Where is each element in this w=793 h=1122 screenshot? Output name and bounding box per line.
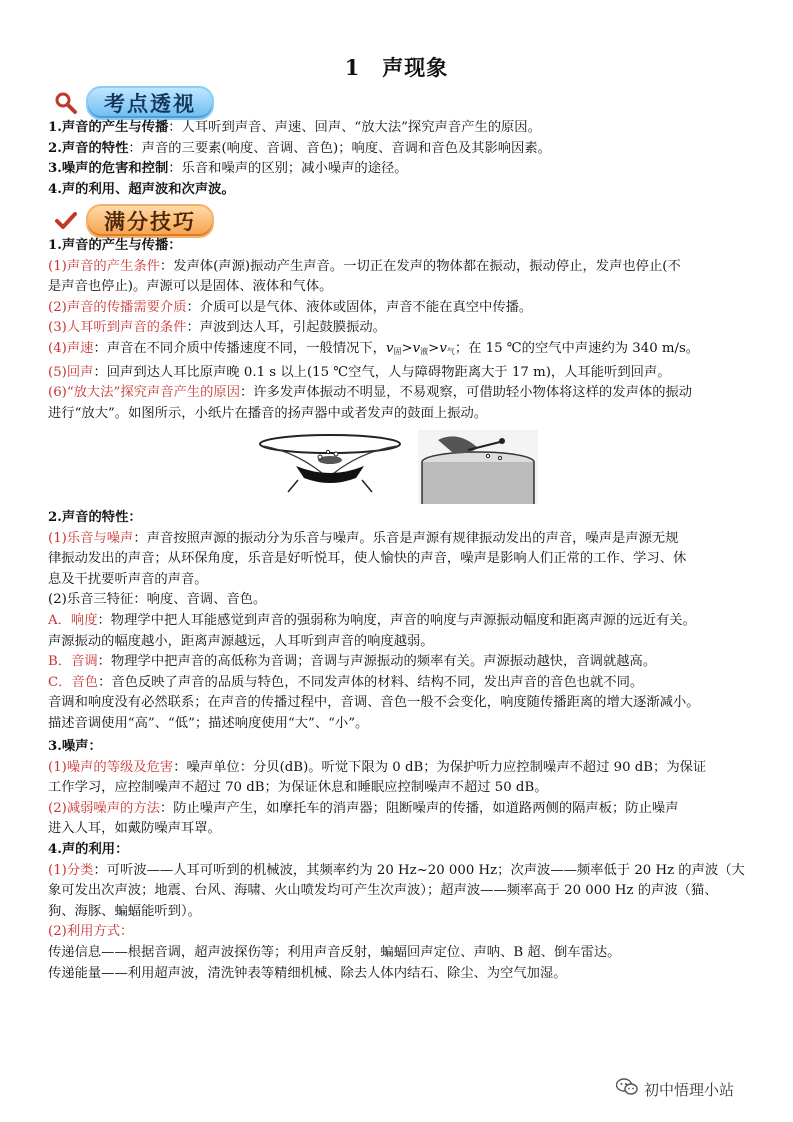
s2-item-c-text: ：音色反映了声音的品质与特色，不同发声体的材料、结构不同，发出声音的音色也就不同。 bbox=[98, 674, 644, 690]
s2-item-a bbox=[48, 611, 752, 632]
s1-item-4 bbox=[48, 339, 752, 363]
page-title: 1 声现象 bbox=[344, 55, 449, 80]
watermark bbox=[616, 1078, 734, 1100]
s1-item-6 bbox=[48, 383, 752, 404]
s1-item-4-label: (4)声速 bbox=[48, 340, 94, 356]
s3-item-2-cont: 进入人耳，如戴防噪声耳罩。 bbox=[48, 821, 221, 837]
s1-item-3-text: ：声波到达人耳，引起鼓膜振动。 bbox=[186, 320, 386, 336]
s3-item-2-text: ：防止噪声产生，如摩托车的消声器；阻断噪声的传播，如道路两侧的隔声板；防止噪声 bbox=[159, 800, 679, 816]
s4-item-1 bbox=[48, 861, 752, 882]
s2-item-1-text: ：声音按照声源的振动分为乐音与噪声。乐音是声源有规律振动发出的声音，噪声是声源无规 bbox=[133, 530, 679, 546]
section-1-heading: 1.声音的产生与传播： bbox=[48, 238, 182, 253]
s2-item-a-text: ：物理学中把人耳能感觉到声音的强弱称为响度，声音的响度与声源振动幅度和距离声源的远近有关。 bbox=[97, 612, 696, 628]
v-symbol-2: v bbox=[412, 340, 421, 356]
section-3-heading: 3.噪声： bbox=[48, 739, 102, 754]
s4-item-1-label: (1)分类 bbox=[48, 862, 94, 878]
checkmark-icon bbox=[52, 207, 80, 235]
section-3 bbox=[48, 737, 752, 840]
manfen-badge-row bbox=[52, 204, 214, 238]
s4-item-1-cont-2: 狗、海豚、蝙蝠能听到）。 bbox=[48, 903, 201, 919]
s1-item-1-cont: 是声音也停止)。声源可以是固体、液体和气体。 bbox=[48, 279, 333, 295]
s4-item-2-label: (2)利用方式： bbox=[48, 924, 134, 940]
s3-item-1-cont: 工作学习，应控制噪声不超过 70 dB；为保证休息和睡眠应控制噪声不超过 50 dB。 bbox=[48, 780, 548, 796]
gt-sign-1: > bbox=[401, 340, 413, 356]
wechat-icon bbox=[616, 1078, 638, 1100]
kaodian-text-1: ：人耳听到声音、声速、回声、“放大法”探究声音产生的原因。 bbox=[168, 120, 541, 135]
s2-item-1 bbox=[48, 529, 752, 550]
sub-gas: 气 bbox=[446, 346, 455, 356]
s2-item-b-label: B．音调 bbox=[48, 654, 98, 670]
drum-illustration bbox=[418, 430, 538, 504]
section-2-heading: 2.声音的特性： bbox=[48, 510, 142, 525]
sub-liquid: 液 bbox=[420, 346, 429, 356]
s2-item-b-text: ：物理学中把声音的高低称为音调；音调与声源振动的频率有关。声源振动越快，音调就越高。 bbox=[97, 654, 657, 670]
gt-sign-2: > bbox=[428, 340, 440, 356]
kaodian-head-2: 2.声音的特性 bbox=[48, 140, 129, 156]
section-4-heading: 4.声的利用： bbox=[48, 842, 129, 857]
s2-item-1-cont-2: 息及干扰要听声音的声音。 bbox=[48, 571, 208, 587]
kaodian-section bbox=[48, 118, 752, 200]
s1-item-6-cont: 进行“放大”。如图所示，小纸片在播音的扬声器中或者发声的鼓面上振动。 bbox=[48, 405, 488, 421]
s1-item-2-text: ：介质可以是气体、液体或固体，声音不能在真空中传播。 bbox=[186, 299, 533, 315]
s1-item-5-text: ：回声到达人耳比原声晚 0.1 s 以上(15 ℃空气，人与障碍物距离大于 17 m)，人耳能听到回声。 bbox=[93, 364, 671, 380]
s1-item-5-label: (5)回声 bbox=[48, 364, 94, 380]
sub-solid: 固 bbox=[393, 346, 402, 356]
kaodian-text-3: ：乐音和噪声的区别；减小噪声的途径。 bbox=[168, 161, 408, 177]
s1-item-3 bbox=[48, 318, 752, 339]
s3-item-2 bbox=[48, 799, 752, 820]
v-symbol-3: v bbox=[439, 340, 447, 356]
s1-item-2-label: (2)声音的传播需要介质 bbox=[48, 299, 187, 315]
s1-item-5 bbox=[48, 363, 752, 384]
s1-item-1-text: ：发声体(声源)振动产生声音。一切正在发声的物体都在振动，振动停止，发声也停止(不 bbox=[159, 258, 681, 274]
s3-item-2-label: (2)减弱噪声的方法 bbox=[48, 800, 160, 816]
section-2 bbox=[48, 508, 752, 735]
section-1 bbox=[48, 236, 752, 424]
kaodian-line-4: 4.声的利用、超声波和次声波。 bbox=[48, 181, 235, 197]
magnifier-icon bbox=[52, 89, 80, 117]
s4-item-1-text: ：可听波——人耳可听到的机械波，其频率约为 20 Hz~20 000 Hz；次声波——频率低于 20 Hz 的声波（大 bbox=[93, 862, 745, 878]
v-symbol-1: v bbox=[385, 340, 394, 356]
kaodian-head-3: 3.噪声的危害和控制 bbox=[48, 161, 169, 177]
s3-item-1-label: (1)噪声的等级及危害 bbox=[48, 759, 174, 775]
s2-item-2: (2)乐音三特征：响度、音调、音色。 bbox=[48, 592, 267, 608]
kaodian-line-2 bbox=[48, 139, 752, 160]
section-4 bbox=[48, 840, 752, 984]
s1-item-2 bbox=[48, 298, 752, 319]
s1-item-4-text-b: ；在 15 ℃的空气中声速约为 340 m/s。 bbox=[454, 340, 700, 356]
s4-item-1-cont: 象可发出次声波；地震、台风、海啸、火山喷发均可产生次声波）；超声波——频率高于 20 000 Hz 的声波（猫、 bbox=[48, 883, 718, 899]
kaodian-line-1 bbox=[48, 118, 752, 139]
s1-item-1 bbox=[48, 257, 752, 278]
kaodian-badge-row bbox=[52, 86, 214, 120]
s1-item-6-text: ：许多发声体振动不明显，不易观察，可借助轻小物体将这样的发声体的振动 bbox=[240, 385, 693, 401]
s2-item-c bbox=[48, 673, 752, 694]
s2-item-1-cont: 律振动发出的声音；从环保角度，乐音是好听悦耳，使人愉快的声音，噪声是影响人们正常的工作、学习、休 bbox=[48, 551, 687, 567]
watermark-text: 初中悟理小站 bbox=[644, 1080, 735, 1099]
s2-note-2: 描述音调使用“高”、“低”；描述响度使用“大”、“小”。 bbox=[48, 715, 369, 731]
manfen-badge: 满分技巧 bbox=[86, 204, 214, 238]
kaodian-head-1: 1.声音的产生与传播 bbox=[48, 120, 169, 135]
s1-item-6-label: (6)“放大法”探究声音产生的原因 bbox=[48, 385, 240, 401]
s3-item-1-text: ：噪声单位：分贝(dB)。听觉下限为 0 dB；为保护听力应控制噪声不超过 90 dB；为保证 bbox=[173, 759, 707, 775]
s1-item-3-label: (3)人耳听到声音的条件 bbox=[48, 320, 187, 336]
s3-item-1 bbox=[48, 758, 752, 779]
s4-item-3: 传递信息——根据音调，超声波探伤等；利用声音反射，蝙蝠回声定位、声呐、B 超、倒车雷达。 bbox=[48, 944, 621, 960]
s2-item-a-label: A．响度 bbox=[48, 612, 98, 628]
s2-item-a-cont: 声源振动的幅度越小，距离声源越远，人耳听到声音的响度越弱。 bbox=[48, 633, 434, 649]
s1-item-4-text: ：声音在不同介质中传播速度不同，一般情况下， bbox=[93, 340, 386, 356]
s2-item-b bbox=[48, 652, 752, 673]
s4-item-4: 传递能量——利用超声波，清洗钟表等精细机械、除去人体内结石、除尘、为空气加湿。 bbox=[48, 965, 567, 981]
s2-item-c-label: C．音色 bbox=[48, 674, 99, 690]
illustrations bbox=[258, 430, 538, 504]
kaodian-line-3 bbox=[48, 159, 752, 180]
s2-note-1: 音调和响度没有必然联系；在声音的传播过程中，音调、音色一般不会变化，响度随传播距离的增大逐渐减小。 bbox=[48, 695, 700, 711]
s2-item-1-label: (1)乐音与噪声 bbox=[48, 530, 134, 546]
kaodian-text-2: ：声音的三要素(响度、音调、音色)；响度、音调和音色及其影响因素。 bbox=[128, 140, 551, 156]
kaodian-badge: 考点透视 bbox=[86, 86, 214, 120]
s1-item-1-label: (1)声音的产生条件 bbox=[48, 258, 160, 274]
